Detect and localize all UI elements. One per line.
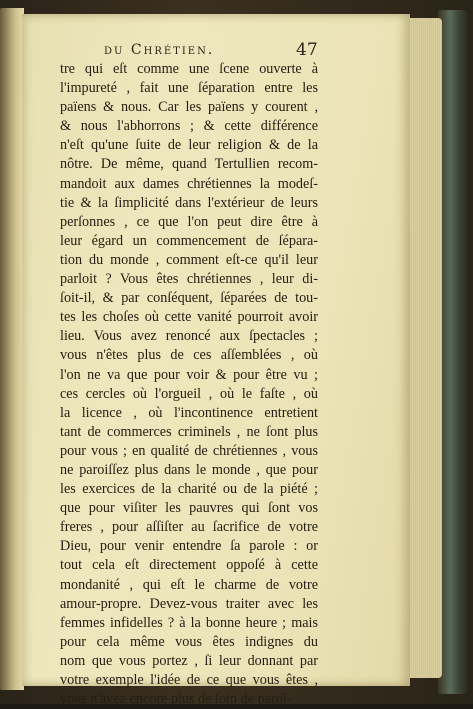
text-line: tout cela eſt directement oppoſé à cette bbox=[60, 557, 318, 574]
text-line: pour vous ; en qualité de chrétiennes , vous bbox=[60, 442, 318, 459]
running-head: du Chrétien. bbox=[104, 42, 215, 58]
text-line: l'on ne va que pour voir & pour être vu ; bbox=[60, 366, 318, 383]
text-line: ces cercles où l'orgueil , où le faſte , où bbox=[60, 385, 318, 402]
text-line: mandoit aux dames chrétiennes la modeſ- bbox=[60, 175, 318, 192]
text-line: ſoit-il, & par conſéquent, ſéparées de tou- bbox=[60, 290, 318, 307]
text-line: parloit ? Vous êtes chrétiennes , leur di- bbox=[60, 271, 318, 288]
text-line: amour-propre. Devez-vous traiter avec les bbox=[60, 595, 318, 612]
text-line: lieu. Vous avez renoncé aux ſpectacles ; bbox=[60, 328, 318, 345]
text-line: tant de commerces criminels , ne ſont plus bbox=[60, 423, 318, 440]
text-line: l'impureté , fait une ſéparation entre les bbox=[60, 80, 318, 97]
text-line: tie & la ſimplicité dans l'extérieur de leurs bbox=[60, 194, 318, 211]
page-header bbox=[60, 40, 410, 62]
text-line: vous n'avez encore plus de ſoin de paroî- bbox=[60, 691, 292, 708]
text-line: la licence , où l'incontinence entretient bbox=[60, 404, 318, 421]
book-cover-edge bbox=[438, 10, 468, 694]
text-line: leur égard un commencement de ſépara- bbox=[60, 232, 318, 249]
text-line: nôtre. De même, quand Tertullien recom- bbox=[60, 156, 318, 173]
text-line: que pour viſiter les pauvres qui ſont vos bbox=[60, 500, 318, 517]
text-line: Dieu, pour venir entendre ſa parole : or bbox=[60, 538, 318, 555]
text-line: votre exemple l'idée de ce que vous êtes , bbox=[60, 672, 318, 688]
text-line: nom que vous portez , ſi leur donnant par bbox=[60, 652, 318, 669]
text-line: les exercices de la charité ou de la piété ; bbox=[60, 481, 318, 498]
page-stack-edge bbox=[406, 18, 442, 678]
text-line: tes les choſes où cette vanité pourroit avoir bbox=[60, 309, 318, 326]
text-line: vous n'êtes plus de ces aſſemblées , où bbox=[60, 347, 318, 364]
text-line: païens & nous. Car les païens y courent , bbox=[60, 99, 318, 116]
text-line: n'eſt qu'une ſuite de leur religion & de la bbox=[60, 137, 318, 154]
text-line: & nous l'abhorrons ; & cette différence bbox=[60, 118, 318, 135]
text-line: ne paroiſſez plus dans le monde , que pour bbox=[60, 461, 318, 478]
text-line: freres , pour aſſiſter au ſacrifice de votre bbox=[60, 519, 318, 536]
left-page-edge bbox=[0, 8, 24, 690]
text-line: femmes infidelles ? à la bonne heure ; mais bbox=[60, 614, 318, 631]
text-line: mondanité , qui eſt le charme de votre bbox=[60, 576, 318, 593]
text-line: tre qui eſt comme une ſcene ouverte à bbox=[60, 61, 318, 77]
page-number: 47 bbox=[296, 40, 318, 60]
text-line: tion du monde , comment eſt-ce qu'il leur bbox=[60, 251, 318, 268]
body-text bbox=[60, 60, 318, 709]
text-line: perſonnes , ce que l'on peut dire être à bbox=[60, 213, 318, 230]
text-line: pour cela même vous êtes indignes du bbox=[60, 633, 318, 650]
